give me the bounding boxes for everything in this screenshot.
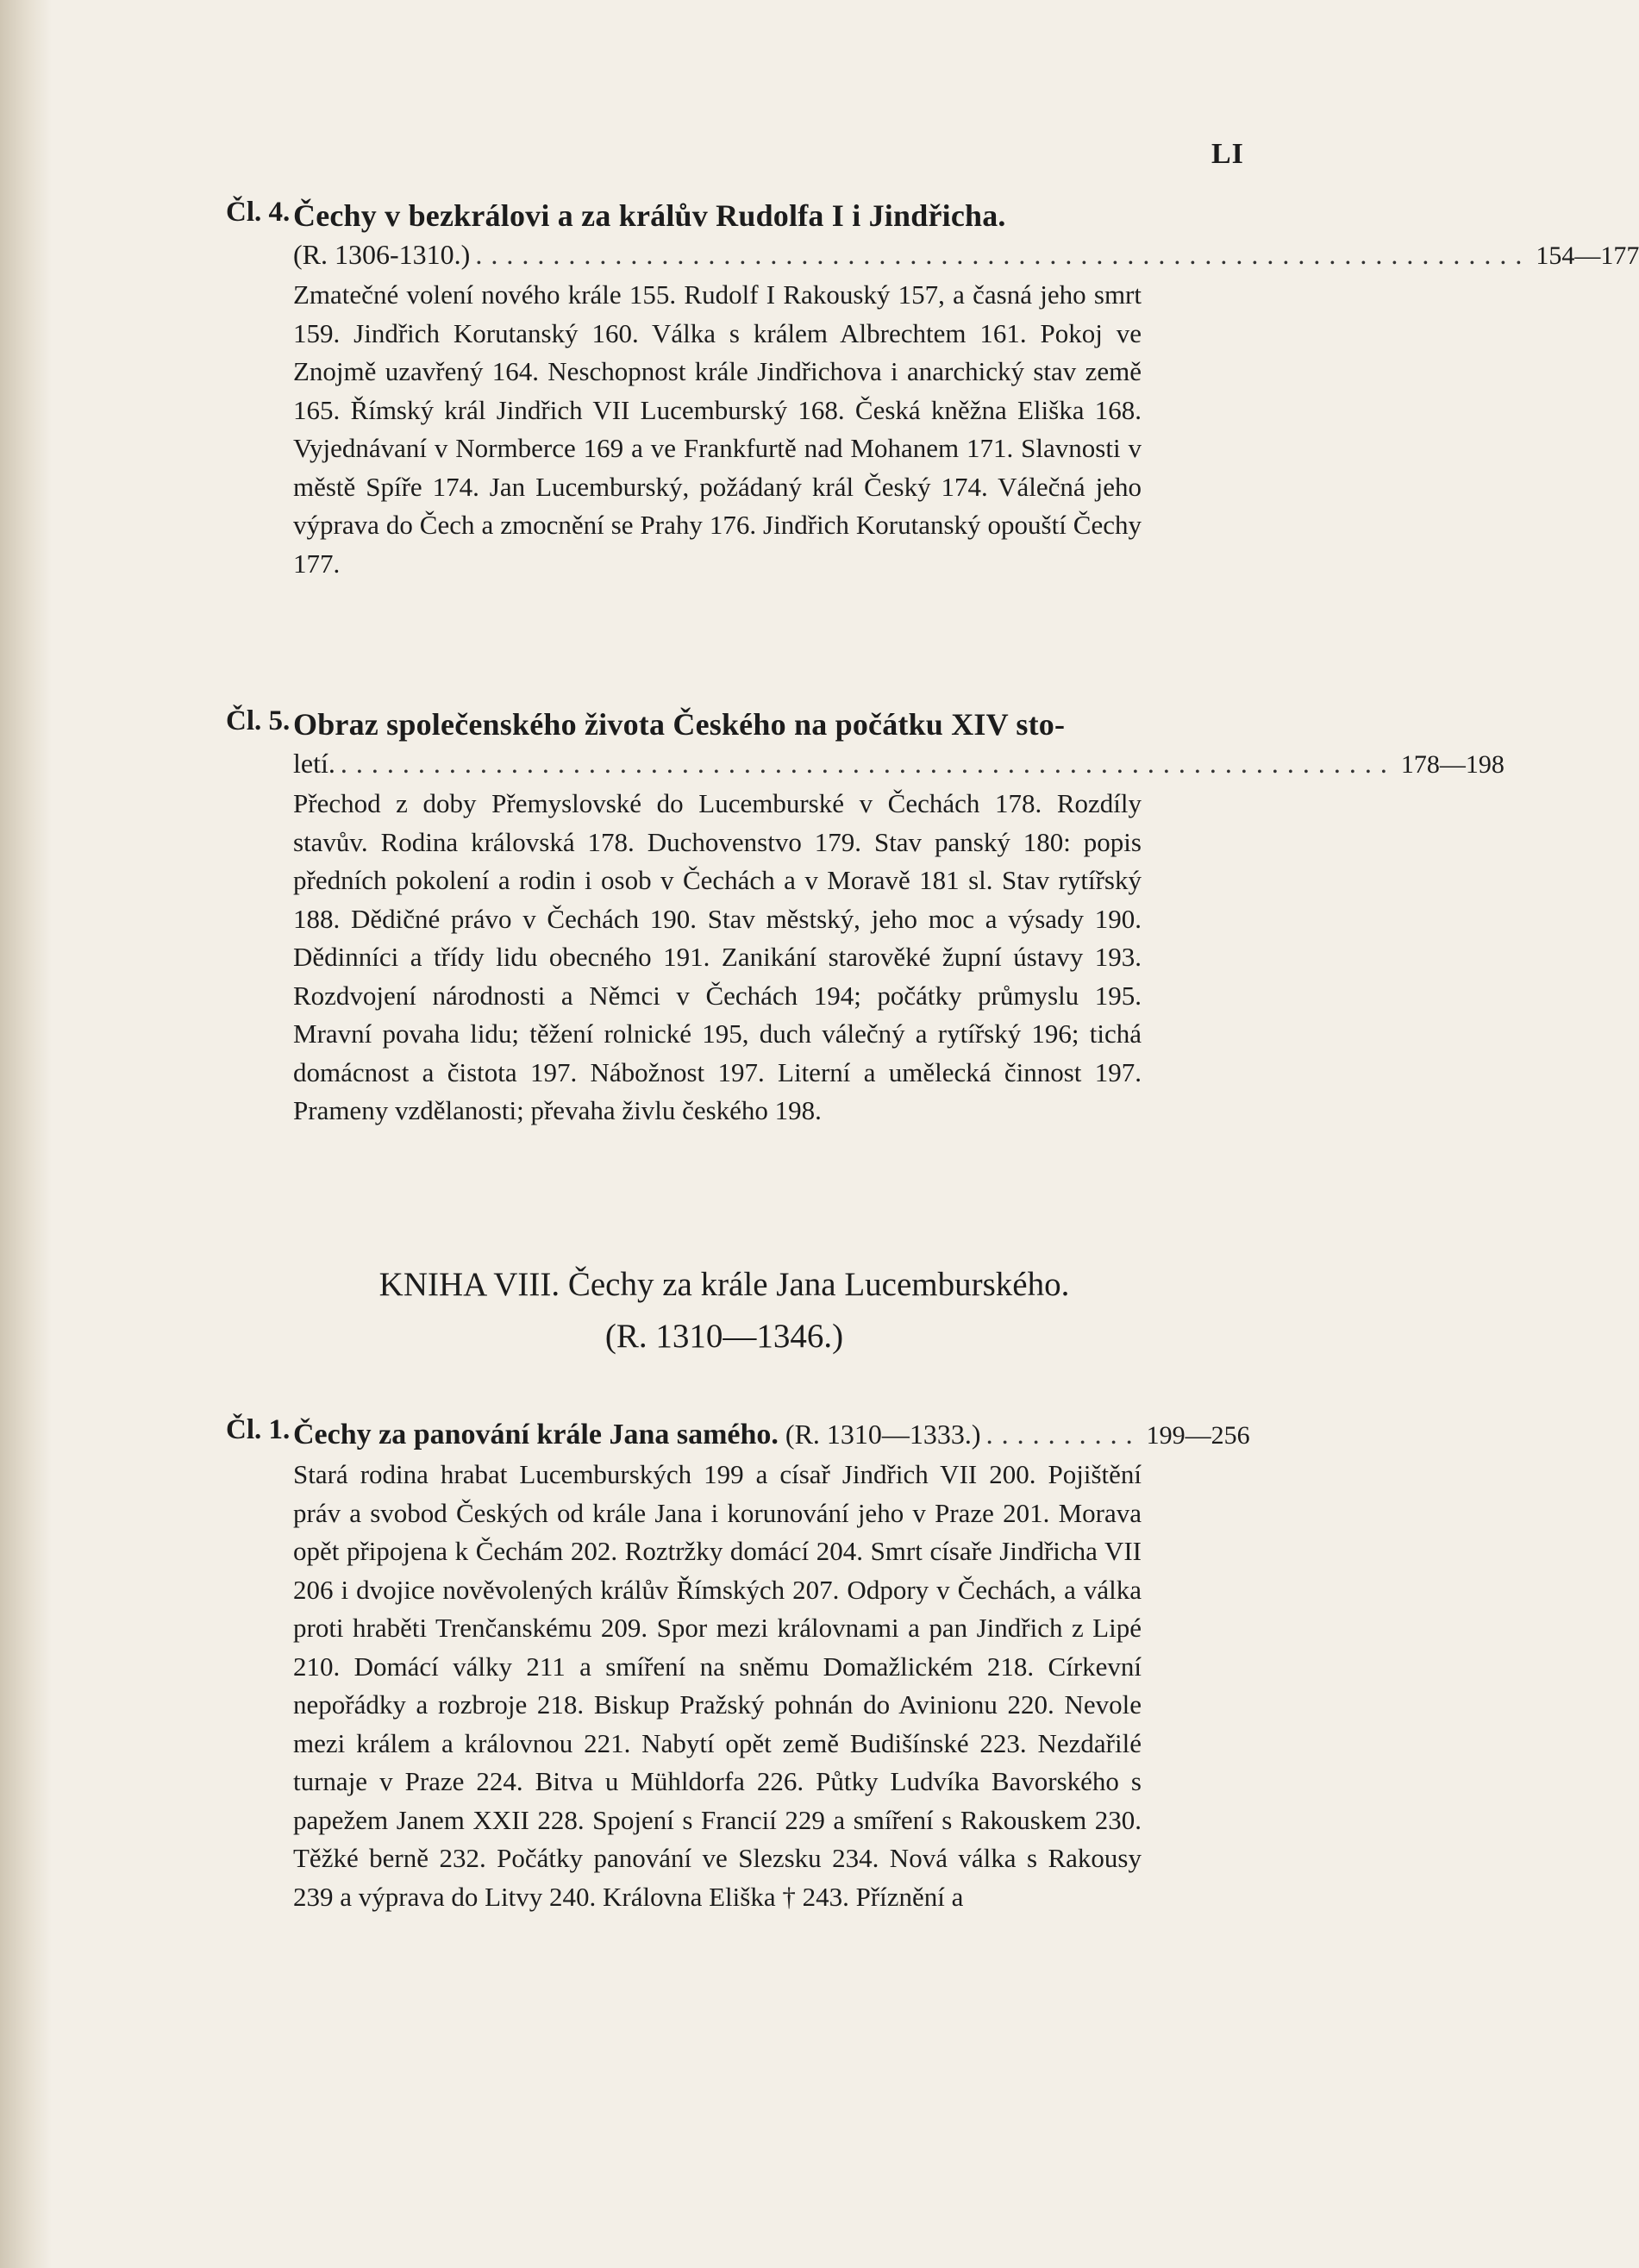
entry-lead-text: (R. 1306-1310.)	[293, 239, 471, 270]
dot-leader: ....................................................................	[340, 748, 1396, 779]
entry-page-range: 199—256	[1146, 1421, 1250, 1450]
entry-title: Obraz společenského života Českého na počátku XIV sto-	[293, 707, 1066, 742]
entry-lead-line	[293, 235, 1639, 276]
entry-page-range: 154—177	[1536, 241, 1639, 270]
entry-header	[226, 1414, 1250, 1456]
toc-entry-4	[226, 197, 1639, 583]
book-heading-title: KNIHA VIII. Čechy za krále Jana Lucemburského.	[378, 1266, 1070, 1303]
toc-entry-1	[226, 1414, 1250, 1916]
page-edge-shadow	[0, 0, 52, 2268]
entry-title: Čechy za panování krále Jana samého.	[293, 1419, 779, 1450]
entry-header	[226, 705, 1505, 785]
entry-lead-line	[293, 1414, 1250, 1456]
entry-number: Čl. 4.	[226, 197, 291, 228]
entry-summary: Stará rodina hrabat Lucemburských 199 a císař Jindřich VII 200. Pojištění práv a svobod Českých od krále Jana i korunování jeho v Praze 201. Morava opět připojena k Čechám 202. Roztržky domácí 204. Smrt císaře Jindřicha VII 206 i dvojice nověvolených králův Římských 207. Odpory v Čechách, a válka proti hraběti Trenčanskému 209. Spor mezi královnami a pan Jindřich z Lipé 210. Domácí války 211 a smíření na sněmu Domažlickém 218. Církevní nepořádky a rozbroje 218. Biskup Pražský pohnán do Avinionu 220. Nevole mezi králem a královnou 221. Nabytí opět země Budišínské 223. Nezdařilé turnaje v Praze 224. Bitva u Mühldorfa 226. Půtky Ludvíka Bavorského s papežem Janem XXII 228. Spojení s Francií 229 a smíření s Rakouskem 230. Těžké berně 232. Počátky panování ve Slezsku 234. Nová válka s Rakousy 239 a výprava do Litvy 240. Královna Eliška † 243. Příznění a	[293, 1459, 1142, 1912]
toc-entry-5	[226, 705, 1505, 1131]
dot-leader: ....................................................................	[475, 239, 1531, 270]
entry-lead-text: (R. 1310—1333.)	[785, 1419, 981, 1450]
entry-lead-text: letí.	[293, 748, 335, 779]
entry-number: Čl. 1.	[226, 1414, 291, 1445]
book-heading-years: (R. 1310—1346.)	[604, 1318, 844, 1355]
entry-summary: Přechod z doby Přemyslovské do Lucemburské v Čechách 178. Rozdíly stavův. Rodina královská 178. Duchovenstvo 179. Stav panský 180: popis předních pokolení a rodin i osob v Čechách a v Moravě 181 sl. Stav rytířský 188. Dědičné právo v Čechách 190. Stav městský, jeho moc a výsady 190. Dědinníci a třídy lidu obecného 191. Zanikání starověké župní ústavy 193. Rozdvojení národnosti a Němci v Čechách 194; počátky průmyslu 195. Mravní povaha lidu; těžení rolnické 195, duch válečný a rytířský 196; tichá domácnost a čistota 197. Nábožnost 197. Literní a umělecká činnost 197. Prameny vzdělanosti; převaha živlu českého 198.	[293, 788, 1142, 1125]
entry-page-range: 178—198	[1400, 750, 1505, 779]
entry-summary: Zmatečné volení nového krále 155. Rudolf I Rakouský 157, a časná jeho smrt 159. Jindřich Korutanský 160. Válka s králem Albrechtem 161. Pokoj ve Znojmě uzavřený 164. Neschopnost krále Jindřichova i anarchický stav země 165. Římský král Jindřich VII Lucemburský 168. Česká kněžna Eliška 168. Vyjednávaní v Normberce 169 a ve Frankfurtě nad Mohanem 171. Slavnosti v městě Spíře 174. Jan Lucemburský, požádaný král Český 174. Válečná jeho výprava do Čech a zmocnění se Prahy 176. Jindřich Korutanský opouští Čechy 177.	[293, 279, 1142, 579]
page-folio: LI	[1211, 138, 1244, 170]
entry-number: Čl. 5.	[226, 705, 291, 736]
entry-header	[226, 197, 1639, 276]
dot-leader: ..........	[985, 1419, 1142, 1450]
entry-lead-line	[293, 743, 1505, 785]
entry-title: Čechy v bezkrálovi a za králův Rudolfa I i Jindřicha.	[293, 198, 1006, 233]
book-heading	[293, 1259, 1155, 1363]
